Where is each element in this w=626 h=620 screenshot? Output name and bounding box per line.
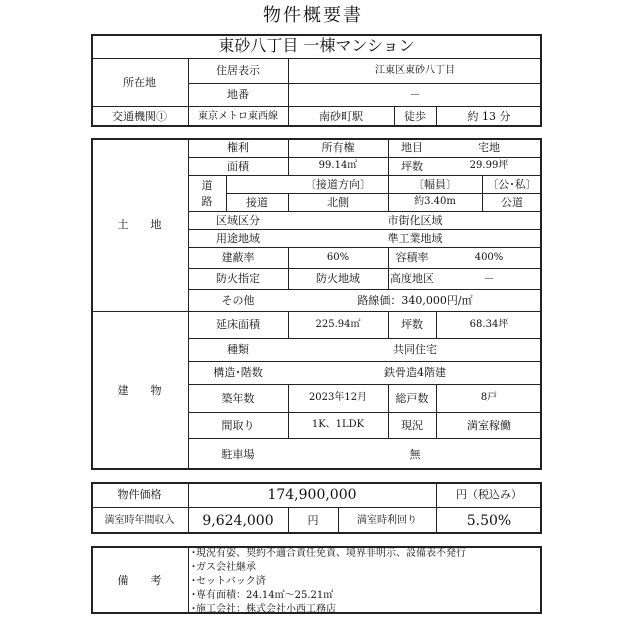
address-label: 住居表示 bbox=[216, 64, 260, 77]
land-category-value: 宅地 bbox=[478, 141, 500, 154]
road-width-header: 〔幅員〕 bbox=[413, 177, 457, 191]
layout-value: 1K、1LDK bbox=[311, 419, 365, 430]
remark-item: ･現況有姿、契約不適合責任免責、境界非明示、設備表不発行 bbox=[191, 548, 466, 559]
building-tsubo-label: 坪数 bbox=[401, 318, 423, 331]
zoning-area-value: 市街化区域 bbox=[387, 213, 443, 227]
frontage-type: 公道 bbox=[501, 195, 523, 209]
bcr-label: 建蔽率 bbox=[221, 251, 255, 264]
status-value: 満室稼働 bbox=[467, 418, 511, 432]
road-label-2: 路 bbox=[201, 194, 213, 208]
rights-label: 権利 bbox=[227, 141, 249, 154]
structure-label: 構造･階数 bbox=[213, 366, 263, 379]
remark-item: ･ガス会社継承 bbox=[191, 562, 256, 573]
remark-item: ･セットバック済 bbox=[191, 576, 266, 587]
zoning-area-label: 区域区分 bbox=[216, 213, 260, 227]
remarks-list bbox=[191, 547, 539, 613]
structure-value: 鉄骨造4階建 bbox=[384, 366, 446, 379]
frontage-direction: 北側 bbox=[327, 195, 349, 209]
land-category-label: 地目 bbox=[401, 141, 423, 154]
other-label: その他 bbox=[221, 293, 255, 307]
price-unit: 円（税込み） bbox=[456, 488, 522, 501]
use-district-label: 用途地域 bbox=[216, 231, 260, 245]
annual-income-unit: 円 bbox=[307, 514, 319, 527]
height-district-label: 高度地区 bbox=[390, 272, 434, 285]
far-label: 容積率 bbox=[395, 251, 429, 264]
building-type-label: 種類 bbox=[227, 343, 249, 356]
frontage-width: 約3.40m bbox=[414, 196, 456, 207]
units-value: 8戸 bbox=[480, 392, 498, 403]
annual-income-label: 満室時年間収入 bbox=[104, 514, 175, 526]
document-title: 物件概要書 bbox=[263, 5, 363, 26]
rights-value: 所有権 bbox=[321, 141, 355, 154]
bcr-value: 60% bbox=[326, 251, 350, 263]
property-name: 東砂八丁目 一棟マンション bbox=[218, 36, 415, 55]
parking-value: 無 bbox=[409, 447, 421, 461]
walk-value: 約 13 分 bbox=[467, 110, 511, 123]
lot-label: 地番 bbox=[227, 88, 249, 101]
land-area-label: 面積 bbox=[227, 159, 249, 173]
land-tsubo-value: 29.99坪 bbox=[469, 160, 509, 171]
remarks-label: 備 考 bbox=[117, 573, 162, 587]
road-type-header: 〔公･私〕 bbox=[487, 177, 537, 191]
units-label: 総戸数 bbox=[395, 391, 429, 405]
land-area-value: 99.14㎡ bbox=[318, 160, 358, 171]
annual-income-value: 9,624,000 bbox=[202, 512, 274, 529]
walk-label: 徒歩 bbox=[404, 110, 426, 123]
address-value: 江東区東砂八丁目 bbox=[375, 64, 455, 76]
fire-zone-label: 防火指定 bbox=[216, 272, 260, 285]
remark-item: ･専有面積：24.14㎡～25.21㎡ bbox=[191, 590, 334, 601]
height-district-value: － bbox=[483, 272, 495, 285]
divider bbox=[188, 546, 189, 614]
building-section-label: 建 物 bbox=[117, 384, 162, 397]
other-value: 路線価：340,000円/㎡ bbox=[357, 293, 473, 307]
parking-label: 駐車場 bbox=[221, 447, 255, 461]
land-tsubo-label: 坪数 bbox=[401, 159, 423, 173]
use-district-value: 準工業地域 bbox=[387, 231, 443, 245]
building-tsubo-value: 68.34坪 bbox=[469, 318, 509, 330]
building-type-value: 共同住宅 bbox=[393, 343, 437, 356]
remark-item: ･施工会社：株式会社小西工務店 bbox=[191, 604, 336, 615]
train-line: 東京メトロ東西線 bbox=[198, 110, 278, 122]
status-label: 現況 bbox=[401, 418, 423, 432]
location-section-label: 所在地 bbox=[123, 75, 156, 89]
frontage-label: 接道 bbox=[246, 195, 268, 209]
far-value: 400% bbox=[474, 251, 504, 263]
lot-value: － bbox=[409, 88, 421, 101]
transport-label: 交通機関① bbox=[112, 110, 167, 123]
fire-zone-value: 防火地域 bbox=[316, 272, 360, 285]
built-label: 築年数 bbox=[221, 391, 255, 405]
floor-area-label: 延床面積 bbox=[216, 318, 260, 331]
road-label-1: 道 bbox=[201, 178, 213, 192]
price-label: 物件価格 bbox=[117, 488, 162, 501]
price-value: 174,900,000 bbox=[267, 486, 357, 503]
floor-area-value: 225.94㎡ bbox=[315, 318, 361, 330]
road-direction-header: 〔接道方向〕 bbox=[305, 177, 371, 191]
station-name: 南砂町駅 bbox=[319, 110, 363, 123]
yield-label: 満室時利回り bbox=[357, 514, 417, 526]
built-value: 2023年12月 bbox=[308, 392, 368, 403]
layout-label: 間取り bbox=[221, 418, 255, 432]
land-section-label: 土 地 bbox=[117, 218, 162, 231]
yield-value: 5.50% bbox=[466, 512, 512, 529]
